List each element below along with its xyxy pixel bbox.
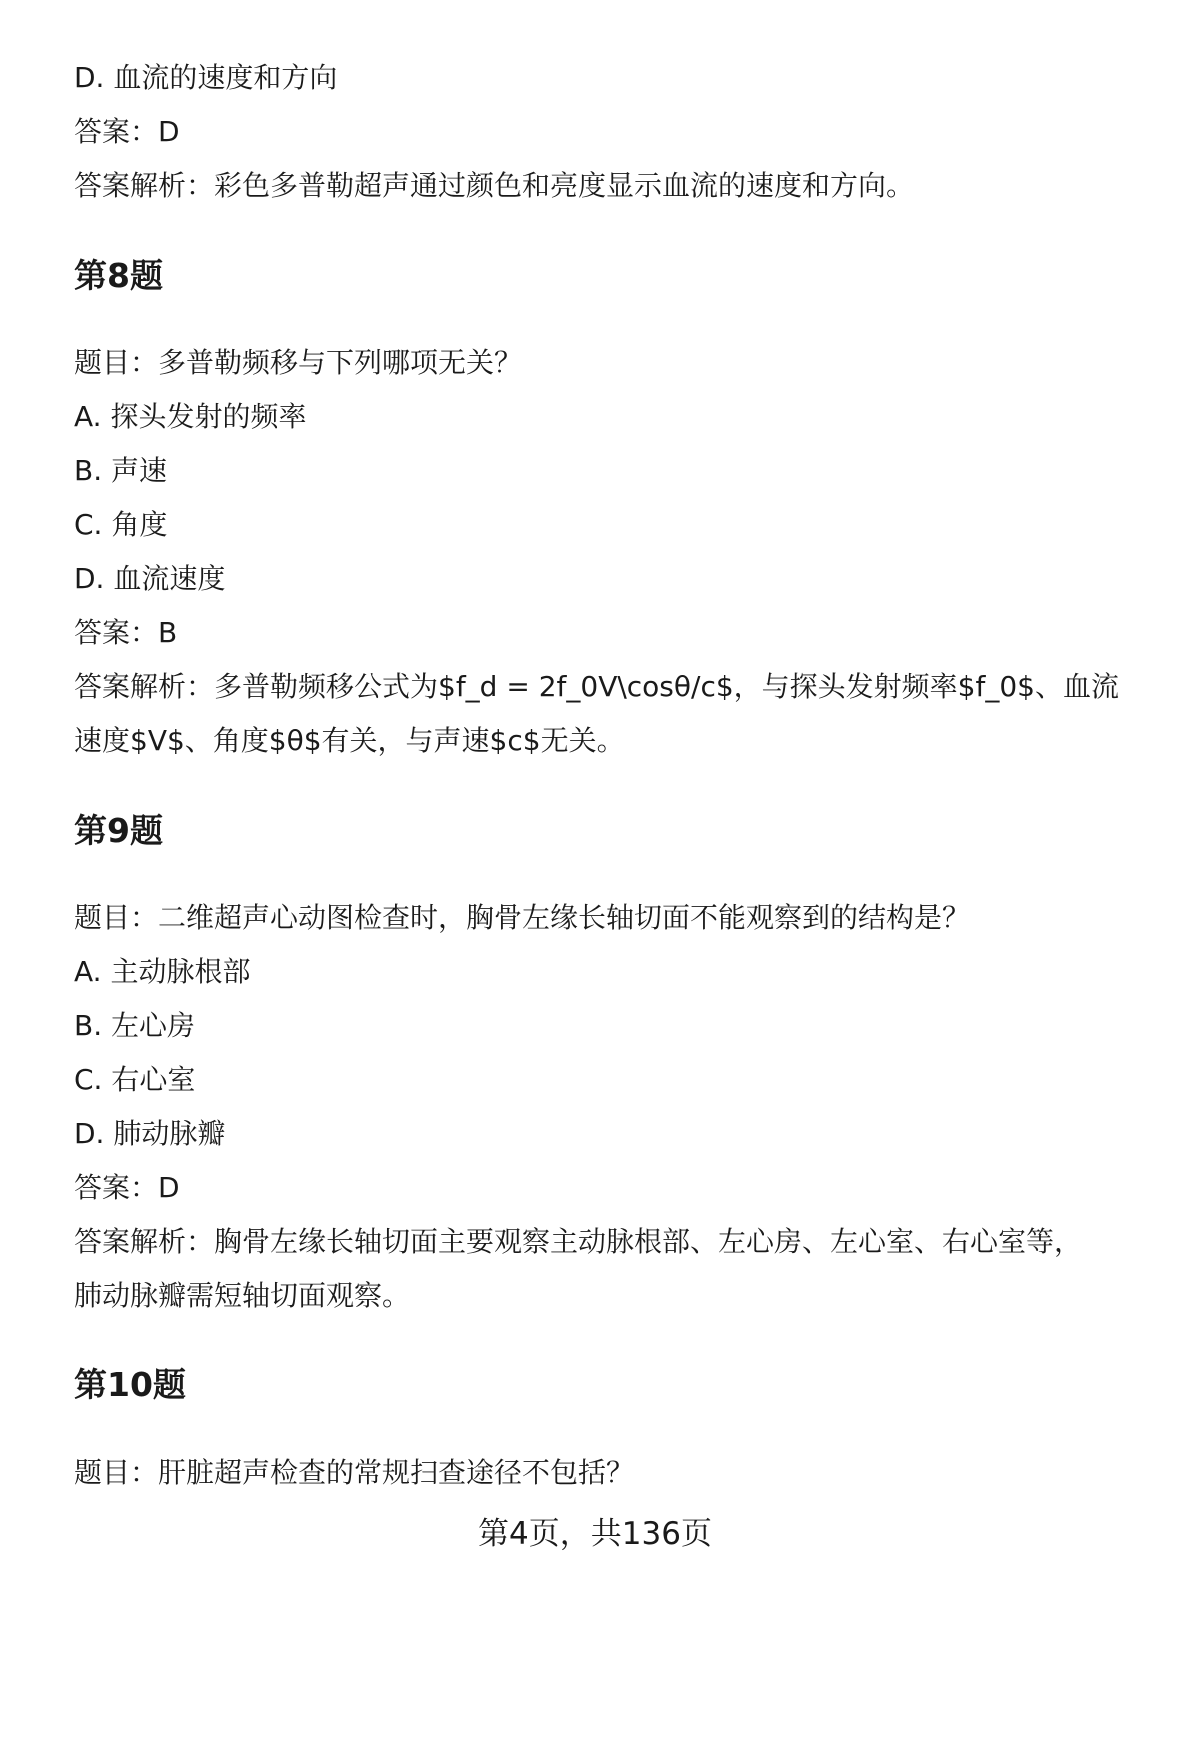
q7-answer: 答案：D <box>74 115 180 148</box>
q8-option-d: D. 血流速度 <box>74 562 226 595</box>
q9-analysis-line2: 肺动脉瓣需短轴切面观察。 <box>74 1279 411 1312</box>
page-number-footer: 第4页，共136页 <box>478 1516 712 1552</box>
q8-option-b: B. 声速 <box>74 454 168 487</box>
q7-option-d: D. 血流的速度和方向 <box>74 61 338 94</box>
q9-analysis-line1: 答案解析：胸骨左缘长轴切面主要观察主动脉根部、左心房、左心室、右心室等， <box>74 1225 1083 1258</box>
q9-option-b: B. 左心房 <box>74 1009 196 1042</box>
q9-option-c: C. 右心室 <box>74 1063 196 1096</box>
q7-analysis: 答案解析：彩色多普勒超声通过颜色和亮度显示血流的速度和方向。 <box>74 169 915 202</box>
q8-analysis-line2: 速度$V$、角度$θ$有关，与声速$c$无关。 <box>74 724 625 757</box>
q8-option-a: A. 探头发射的频率 <box>74 400 307 433</box>
q9-answer: 答案：D <box>74 1171 180 1204</box>
q8-analysis-line1: 答案解析：多普勒频移公式为$f_d = 2f_0V\cosθ/c$，与探头发射频率$f_0$、血流 <box>74 670 1119 703</box>
q10-heading: 第10题 <box>74 1365 186 1404</box>
q8-question: 题目：多普勒频移与下列哪项无关？ <box>74 346 523 379</box>
q9-option-d: D. 肺动脉瓣 <box>74 1117 226 1150</box>
q8-answer: 答案：B <box>74 616 178 649</box>
q8-option-c: C. 角度 <box>74 508 168 541</box>
q10-question: 题目：肝脏超声检查的常规扫查途径不包括？ <box>74 1456 635 1489</box>
q9-option-a: A. 主动脉根部 <box>74 955 251 988</box>
q8-heading: 第8题 <box>74 256 163 295</box>
q9-question: 题目：二维超声心动图检查时，胸骨左缘长轴切面不能观察到的结构是？ <box>74 901 971 934</box>
q9-heading: 第9题 <box>74 811 163 850</box>
